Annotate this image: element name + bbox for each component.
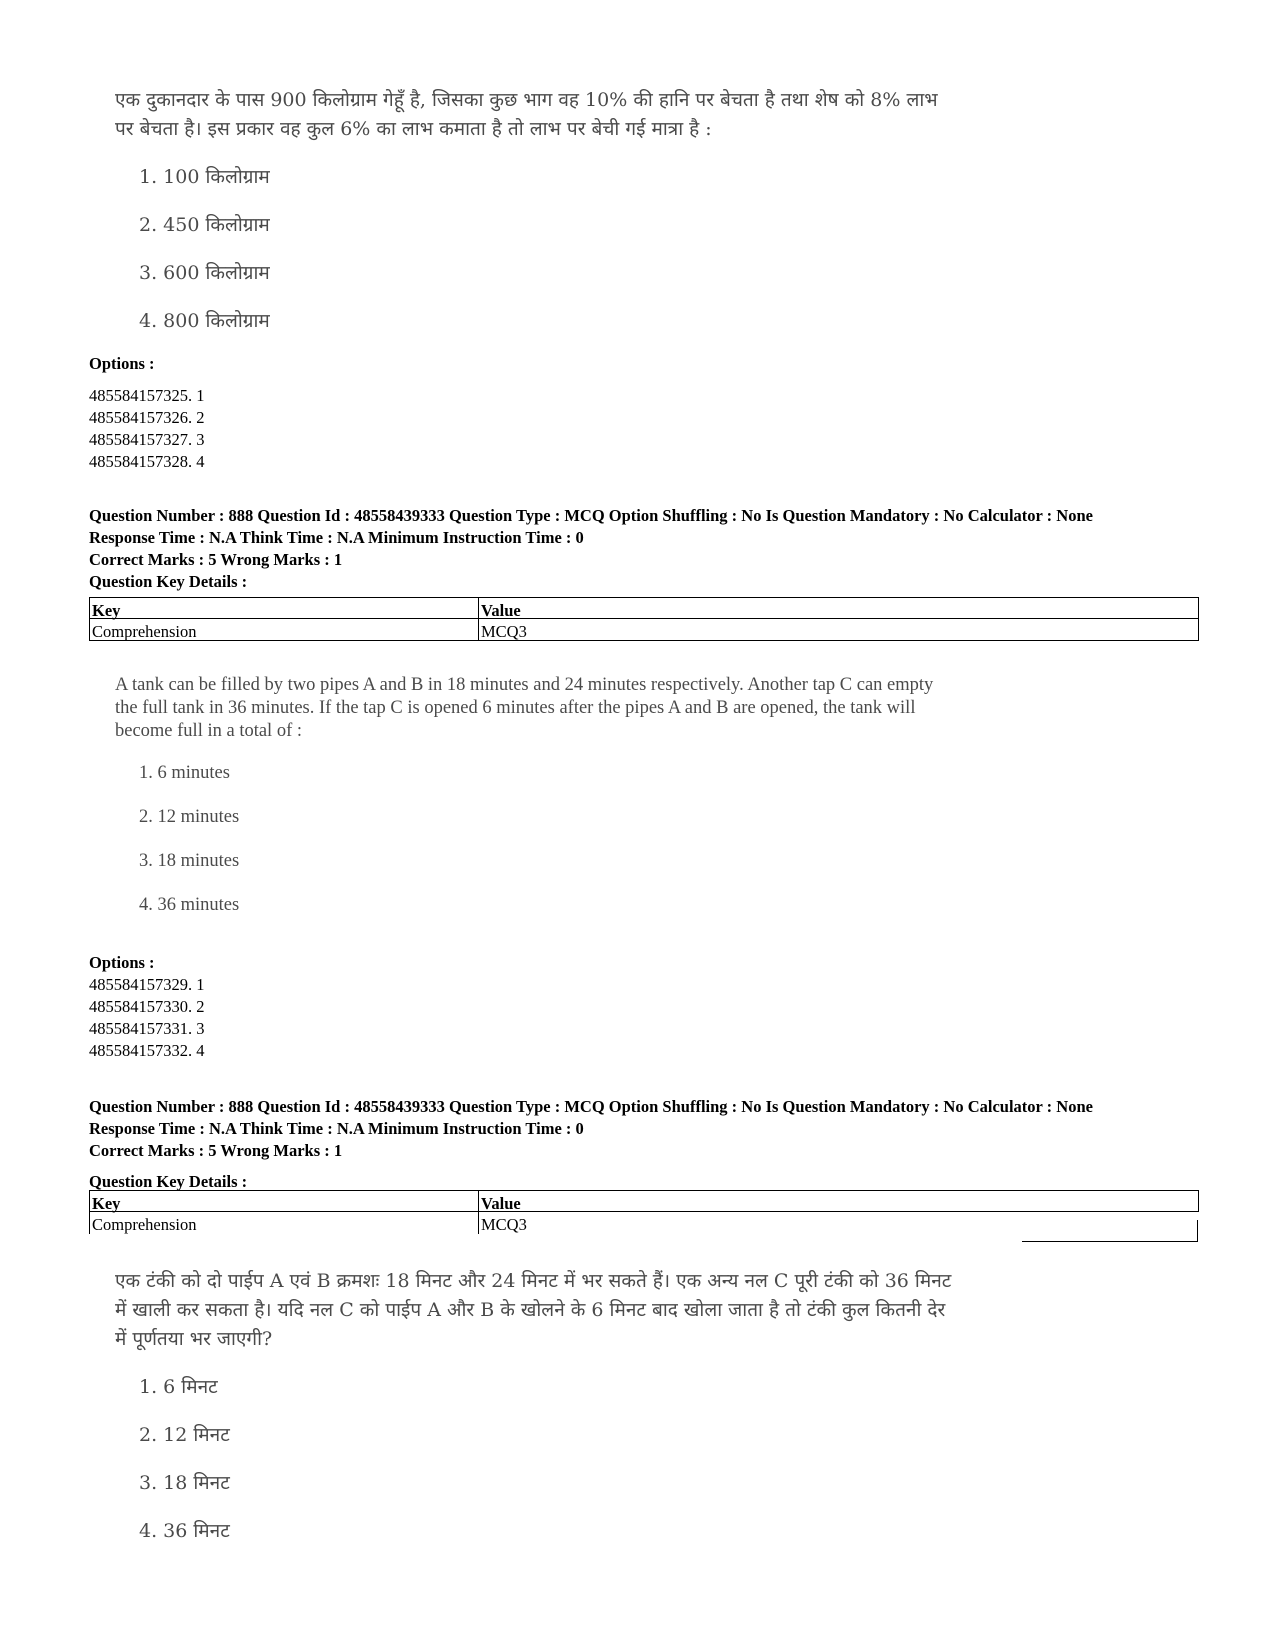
question-header: Question Number : 888 Question Id : 48558439333 Question Type : MCQ Option Shuffling : No Is Question Mandatory : No Calculator : None <box>89 1097 1093 1116</box>
question-image-english <box>115 674 995 743</box>
time-details: Response Time : N.A Think Time : N.A Minimum Instruction Time : 0 <box>89 1119 584 1138</box>
table-header-key: Key <box>92 1194 121 1213</box>
table-row <box>89 1212 1199 1234</box>
key-details-label: Question Key Details : <box>89 572 248 591</box>
table-cell-value: MCQ3 <box>481 1215 527 1234</box>
question-text: A tank can be filled by two pipes A and B in 18 minutes and 24 minutes respectively. Another tap C can empty the full tank in 36 minutes. If the tap C is opened 6 minutes after the pipes A and B are opened, the tank will become full in a total of : <box>115 675 934 741</box>
question-metadata <box>89 505 1093 593</box>
column-divider <box>478 598 479 618</box>
option-id: 485584157326. 2 <box>89 408 205 427</box>
table-header-key: Key <box>92 601 121 620</box>
question-text: एक टंकी को दो पाईप A एवं B क्रमशः 18 मिनट और 24 मिनट में भर सकते हैं। एक अन्य नल C पूरी टंकी को 36 मिनट में खाली कर सकता है। यदि नल C को पाईप A और B के खोलने के 6 मिनट बाद खोला जाता है तो टंकी कुल कितनी देर में पूर्णतया भर जाएगी? <box>115 1270 952 1350</box>
question-header: Question Number : 888 Question Id : 48558439333 Question Type : MCQ Option Shuffling : No Is Question Mandatory : No Calculator : None <box>89 506 1093 525</box>
question-image-hindi-2 <box>115 1267 1015 1354</box>
table-header-row <box>89 597 1199 619</box>
column-divider <box>478 619 479 640</box>
question-image-hindi-1 <box>115 86 995 144</box>
table-header-row <box>89 1190 1199 1212</box>
column-divider <box>478 1212 479 1234</box>
column-divider <box>478 1191 479 1211</box>
marks-details: Correct Marks : 5 Wrong Marks : 1 <box>89 1141 343 1160</box>
option-id: 485584157331. 3 <box>89 1019 205 1038</box>
question-option: 1. 6 मिनट <box>139 1376 218 1398</box>
question-option: 2. 12 मिनट <box>139 1424 230 1446</box>
option-id: 485584157332. 4 <box>89 1041 205 1060</box>
key-details-label: Question Key Details : <box>89 1172 248 1191</box>
option-id-list <box>89 974 205 1062</box>
option-id-list <box>89 385 205 473</box>
table-cell-key: Comprehension <box>92 622 197 641</box>
question-key-table <box>89 1190 1199 1234</box>
question-key-table <box>89 597 1199 641</box>
option-id: 485584157329. 1 <box>89 975 205 994</box>
option-id: 485584157328. 4 <box>89 452 205 471</box>
question-option: 4. 800 किलोग्राम <box>139 310 270 332</box>
table-border-fragment <box>1022 1241 1198 1242</box>
options-label: Options : <box>89 953 155 972</box>
question-option: 1. 100 किलोग्राम <box>139 166 270 188</box>
table-cell-key: Comprehension <box>92 1215 197 1234</box>
marks-details: Correct Marks : 5 Wrong Marks : 1 <box>89 550 343 569</box>
question-option: 4. 36 minutes <box>139 895 240 915</box>
question-option: 1. 6 minutes <box>139 763 230 783</box>
table-row <box>89 619 1199 641</box>
table-header-value: Value <box>481 601 521 620</box>
question-text: एक दुकानदार के पास 900 किलोग्राम गेहूँ है, जिसका कुछ भाग वह 10% की हानि पर बेचता है तथा शेष को 8% लाभ पर बेचता है। इस प्रकार वह कुल 6% का लाभ कमाता है तो लाभ पर बेची गई मात्रा है : <box>115 89 938 140</box>
question-option: 3. 18 minutes <box>139 851 240 871</box>
question-option: 2. 450 किलोग्राम <box>139 214 270 236</box>
options-label: Options : <box>89 354 155 373</box>
time-details: Response Time : N.A Think Time : N.A Minimum Instruction Time : 0 <box>89 528 584 547</box>
option-id: 485584157330. 2 <box>89 997 205 1016</box>
table-header-value: Value <box>481 1194 521 1213</box>
question-option: 4. 36 मिनट <box>139 1520 230 1542</box>
question-option: 2. 12 minutes <box>139 807 240 827</box>
question-option: 3. 600 किलोग्राम <box>139 262 270 284</box>
question-option: 3. 18 मिनट <box>139 1472 230 1494</box>
table-border-fragment <box>1197 1220 1198 1242</box>
option-id: 485584157327. 3 <box>89 430 205 449</box>
table-cell-value: MCQ3 <box>481 622 527 641</box>
question-metadata <box>89 1096 1093 1193</box>
option-id: 485584157325. 1 <box>89 386 205 405</box>
